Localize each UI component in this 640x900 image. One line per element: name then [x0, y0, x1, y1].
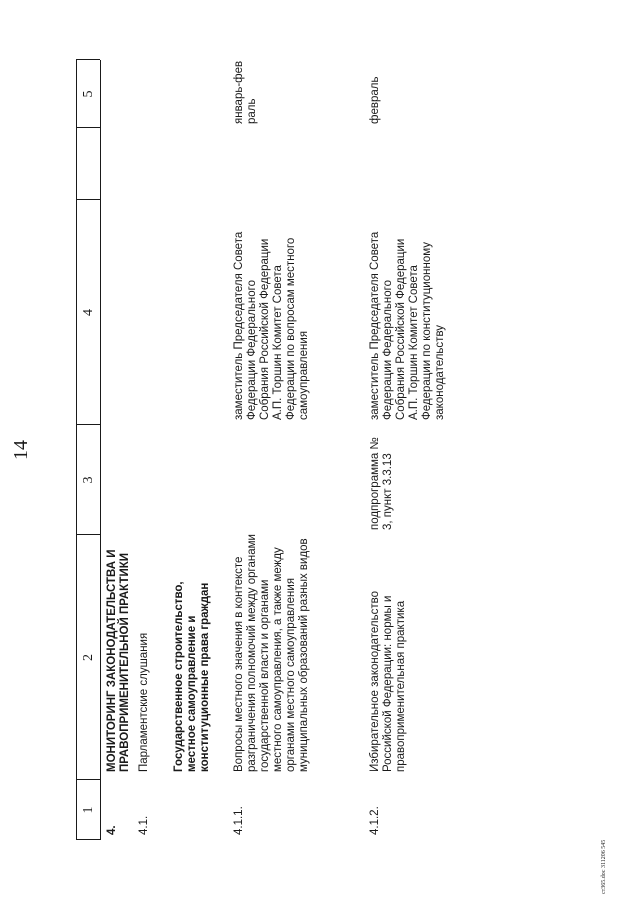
- topic-heading: Государственное строительство, местное самоуправление и конституционные права граждан: [173, 581, 211, 772]
- item-number: 4.1.1.: [233, 806, 245, 835]
- column-header-2: 2: [81, 654, 96, 661]
- table-header-divider: [100, 60, 101, 840]
- page-number: 14: [10, 440, 32, 460]
- section-number: 4.: [106, 825, 118, 835]
- column-header-5: 5: [81, 90, 96, 98]
- item-date: январь-февраль: [233, 60, 258, 124]
- subsection-number: 4.1.: [138, 815, 150, 835]
- item-responsible: заместитель Председателя Совета Федерации Федерального Собрания Российской Федерации А.П. Торшин Комитет Совета Федерации по конституционному законодательству: [369, 231, 446, 420]
- column-header-3: 3: [81, 476, 96, 484]
- item-basis: подпрограмма № 3, пункт 3.3.13: [369, 437, 394, 530]
- item-topic: Вопросы местного значения в контексте разграничения полномочий между органами государственной власти и органами местного самоуправления, а также между органами местного самоуправления муниципальных образований разных видов: [233, 534, 310, 772]
- column-header-4: 4: [81, 309, 96, 316]
- item-number: 4.1.2.: [369, 806, 381, 835]
- item-responsible: заместитель Председателя Совета Федерации Федерального Собрания Российской Федерации А.П. Торшин Комитет Совета Федерации по вопросам местного самоуправления: [233, 231, 310, 420]
- table-top-border: [76, 60, 77, 840]
- subsection-title: Парламентские слушания: [138, 632, 150, 772]
- section-title: МОНИТОРИНГ ЗАКОНОДАТЕЛЬСТВА И ПРАВОПРИМЕНИТЕЛЬНОЙ ПРАКТИКИ: [106, 549, 131, 772]
- item-topic: Избирательное законодательство Российской Федерации: нормы и правоприменительная практика: [369, 591, 407, 772]
- column-header-1: 1: [81, 806, 96, 814]
- document-code: ст365.doc 311206 545: [601, 839, 607, 894]
- item-date: февраль: [369, 76, 381, 124]
